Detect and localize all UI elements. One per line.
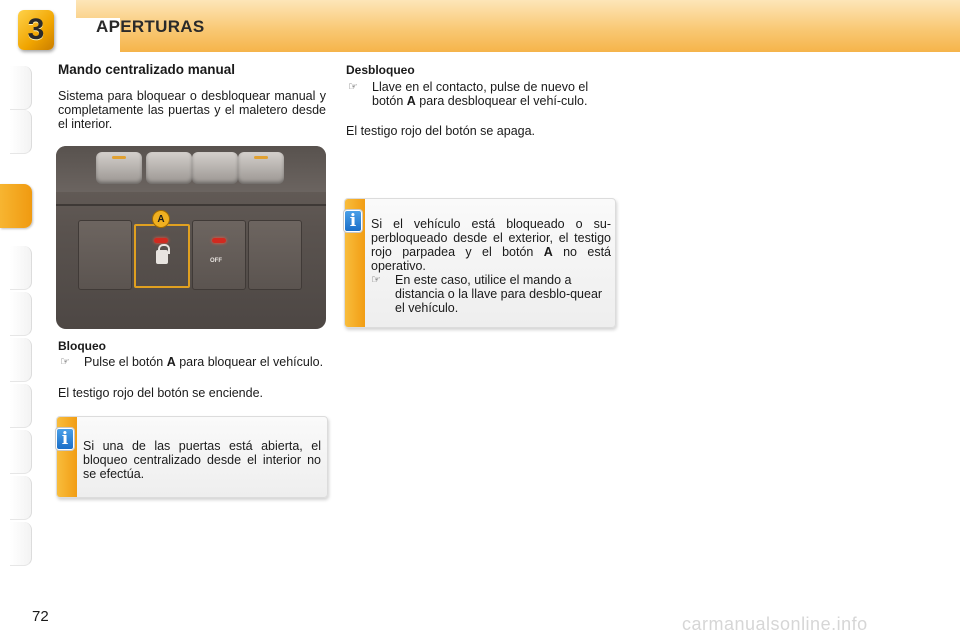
chapter-tab[interactable] [10, 522, 32, 566]
chapter-tab[interactable] [10, 292, 32, 336]
info-text-right-before: Si el vehículo está bloqueado o su-perbloqueado desde el exterior, el testigo rojo parpadea y el botón [371, 217, 611, 259]
lock-instruction [60, 355, 326, 385]
chapter-tab[interactable] [10, 476, 32, 520]
info-right-instruction [371, 273, 611, 317]
unlock-heading: Desbloqueo [346, 63, 415, 77]
unlock-instruction [348, 80, 616, 124]
info-text-right-after: no está operativo. [371, 245, 611, 273]
alarm-red-led [212, 238, 226, 243]
photo-slot [78, 220, 132, 290]
chapter-number: 3 [27, 13, 45, 46]
chapter-number-badge [18, 10, 54, 50]
lock-icon [156, 250, 168, 264]
info-text-left: Si una de las puertas está abierta, el bloqueo centralizado desde el interior no se efectúa. [83, 439, 321, 481]
page-number: 72 [32, 608, 49, 625]
info-icon: i [56, 428, 74, 450]
unlock-instruction-before: Llave en el contacto, pulse de nuevo el botón [372, 80, 589, 108]
info-right-instruction-text: En este caso, utilice el mando a distancia o la llave para desblo-quear el vehículo. [395, 273, 603, 315]
unlock-instruction-text [372, 80, 618, 108]
photo-button [96, 152, 142, 184]
photo-button [146, 152, 192, 184]
photo-slot [192, 220, 246, 290]
photo-slot [248, 220, 302, 290]
chapter-title: APERTURAS [96, 17, 205, 36]
photo-led [254, 156, 268, 159]
info-box-right [344, 198, 616, 328]
intro-paragraph: Sistema para bloquear o desbloquear manual y completamente las puertas y el maletero desde el interior. [58, 89, 326, 131]
photo-panel-line [56, 204, 326, 206]
chapter-tab[interactable] [10, 110, 32, 154]
unlock-instruction-after: para desbloquear el vehí-culo. [415, 94, 588, 108]
info-box-left [56, 416, 328, 498]
chapter-tab[interactable] [10, 384, 32, 428]
lock-red-led [154, 238, 168, 243]
pointing-hand-icon: ☞ [348, 81, 358, 93]
lock-instruction-key: A [166, 355, 176, 369]
chapter-tab-active[interactable] [0, 184, 32, 228]
chapter-tab[interactable] [10, 246, 32, 290]
lock-instruction-after: para bloquear el vehículo. [175, 355, 324, 369]
section-title: Mando centralizado manual [58, 62, 236, 77]
info-text-right [371, 217, 611, 273]
chapter-tab[interactable] [10, 430, 32, 474]
photo-button [192, 152, 238, 184]
unlock-note: El testigo rojo del botón se apaga. [346, 124, 536, 138]
lock-instruction-before: Pulse el botón [84, 355, 167, 369]
pointing-hand-icon: ☞ [60, 356, 70, 368]
lock-instruction-text [84, 355, 326, 369]
info-icon: i [344, 210, 362, 232]
info-text-right-key: A [543, 245, 553, 259]
lock-note: El testigo rojo del botón se enciende. [58, 386, 263, 400]
photo-button [238, 152, 284, 184]
pointing-hand-icon: ☞ [371, 274, 381, 286]
central-locking-photo [56, 146, 326, 329]
photo-led [112, 156, 126, 159]
lock-heading: Bloqueo [58, 339, 106, 353]
chapter-tab-strip [0, 66, 34, 576]
chapter-tab[interactable] [10, 338, 32, 382]
button-a-marker: A [152, 210, 170, 228]
alarm-off-label: OFF [210, 258, 222, 264]
chapter-tab[interactable] [10, 66, 32, 110]
unlock-instruction-key: A [406, 94, 416, 108]
watermark: carmanualsonline.info [682, 614, 868, 634]
